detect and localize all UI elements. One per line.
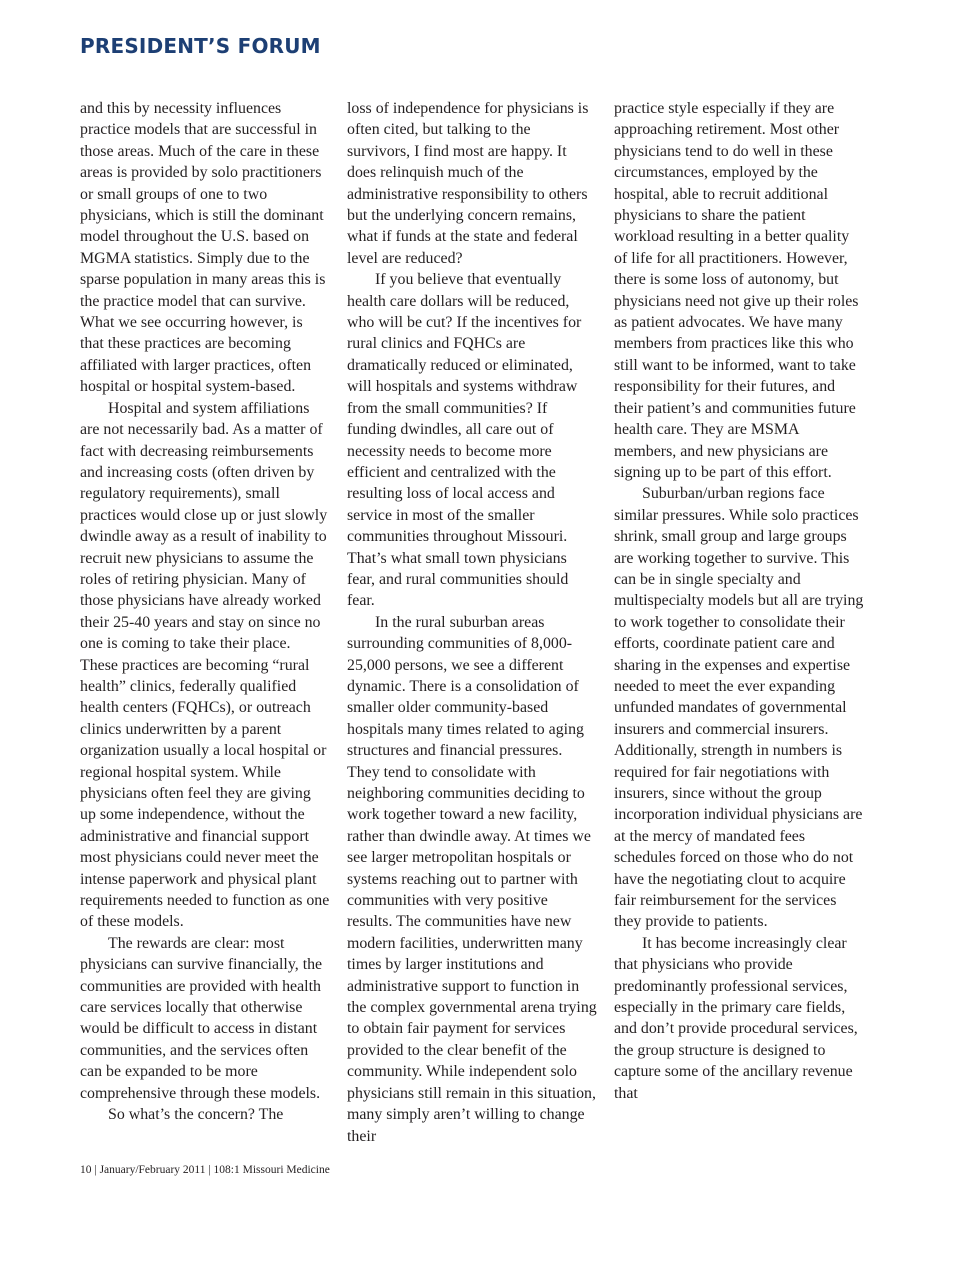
paragraph: loss of independence for physicians is often cited, but talking to the survivors, I find most are happy. It does relinquish much of the administrative responsibility to others but the underlying concern remains, what if funds at the state and federal level are reduced? (347, 100, 589, 267)
paragraph: practice style especially if they are approaching retirement. Most other physicians tend to do well in these circumstances, employed by the hospital, able to recruit additional physicians to share the patient workload resulting in a better quality of life for all practitioners. However, there is some loss of autonomy, but physicians need not give up their roles as patient advocates. We have many members from practices like this who still want to be informed, want to take responsibility for their futures, and their patient’s and communities future health care. They are MSMA members, and new physicians are signing up to be part of this effort. (614, 100, 859, 481)
text-column-1 (80, 98, 330, 1126)
paragraph: and this by necessity influences practice models that are successful in those areas. Much of the care in these areas is provided by solo practitioners or small groups of one to two physicians, which is still the dominant model throughout the U.S. based on MGMA statistics. Simply due to the sparse population in many areas this is the practice model that can survive. What we see occurring however, is that these practices are becoming affiliated with larger practices, often hospital or hospital system-based. (80, 100, 326, 396)
paragraph: Hospital and system affiliations are not necessarily bad. As a matter of fact with decreasing reimbursements and increasing costs (often driven by regulatory requirements), small practices would close up or just slowly dwindle away as a result of inability to recruit new physicians to assume the roles of retiring physician. Many of those physicians have already worked their 25-40 years and stay on since no one is coming to take their place. These practices are becoming “rural health” clinics, federally qualified health centers (FQHCs), or outreach clinics underwritten by a parent organization usually a local hospital or regional hospital system. While physicians often feel they are giving up some independence, without the administrative and financial support most physicians could never meet the intense paperwork and physical plant requirements needed to function as one of these models. (80, 399, 330, 931)
publication-name: 108:1 Missouri Medicine (213, 1164, 330, 1176)
footer-separator: | (205, 1164, 214, 1176)
page-footer (80, 1164, 330, 1176)
paragraph: So what’s the concern? The (108, 1106, 284, 1124)
paragraph: The rewards are clear: most physicians can survive financially, the communities are provided with health care services locally that otherwise would be difficult to access in distant communities, and the services often can be expanded to be more comprehensive through these models. (80, 934, 323, 1102)
text-column-2 (347, 98, 597, 1147)
paragraph: In the rural suburban areas surrounding communities of 8,000-25,000 persons, we see a different dynamic. There is a consolidation of smaller older community-based hospitals many times related to aging structures and financial pressures. They tend to consolidate with neighboring communities deciding to work together toward a new facility, rather than dwindle away. At times we see larger metropolitan hospitals or systems reaching out to partner with communities with very positive results. The communities have new modern facilities, underwritten many times by larger institutions and administrative support to function in the complex governmental arena trying to obtain fair payment for services provided to the clear benefit of the community. While independent solo physicians still remain in this situation, many simply aren’t willing to change their (347, 613, 597, 1145)
page-number: 10 (80, 1164, 92, 1176)
paragraph: Suburban/urban regions face similar pressures. While solo practices shrink, small group and large groups are working together to survive. This can be in single specialty and multispecialty models but all are trying to work together to consolidate their efforts, coordinate patient care and sharing in the expenses and expertise needed to meet the ever expanding unfunded mandates of governmental insurers and commercial insurers. Additionally, strength in numbers is required for fair negotiations with insurers, since without the group incorporation individual physicians are at the mercy of mandated fees schedules forced on those who do not have the negotiating clout to acquire fair reimbursement for the services they provide to patients. (614, 485, 864, 931)
text-column-3 (614, 98, 864, 1104)
paragraph: It has become increasingly clear that physicians who provide predominantly professional services, especially in the primary care fields, and don’t provide procedural services, the group structure is designed to capture some of the ancillary revenue that (614, 934, 858, 1102)
footer-separator: | (91, 1164, 100, 1176)
paragraph: If you believe that eventually health care dollars will be reduced, who will be cut? If the incentives for rural clinics and FQHCs are dramatically reduced or eliminated, will hospitals and systems withdraw from the small communities? If funding dwindles, all care out of necessity needs to become more efficient and centralized with the resulting loss of local access and service in most of the smaller communities throughout Missouri. That’s what small town physicians fear, and rural communities should fear. (347, 271, 582, 610)
issue-date: January/February 2011 (99, 1164, 206, 1176)
section-title: PRESIDENT’S FORUM (80, 34, 321, 58)
